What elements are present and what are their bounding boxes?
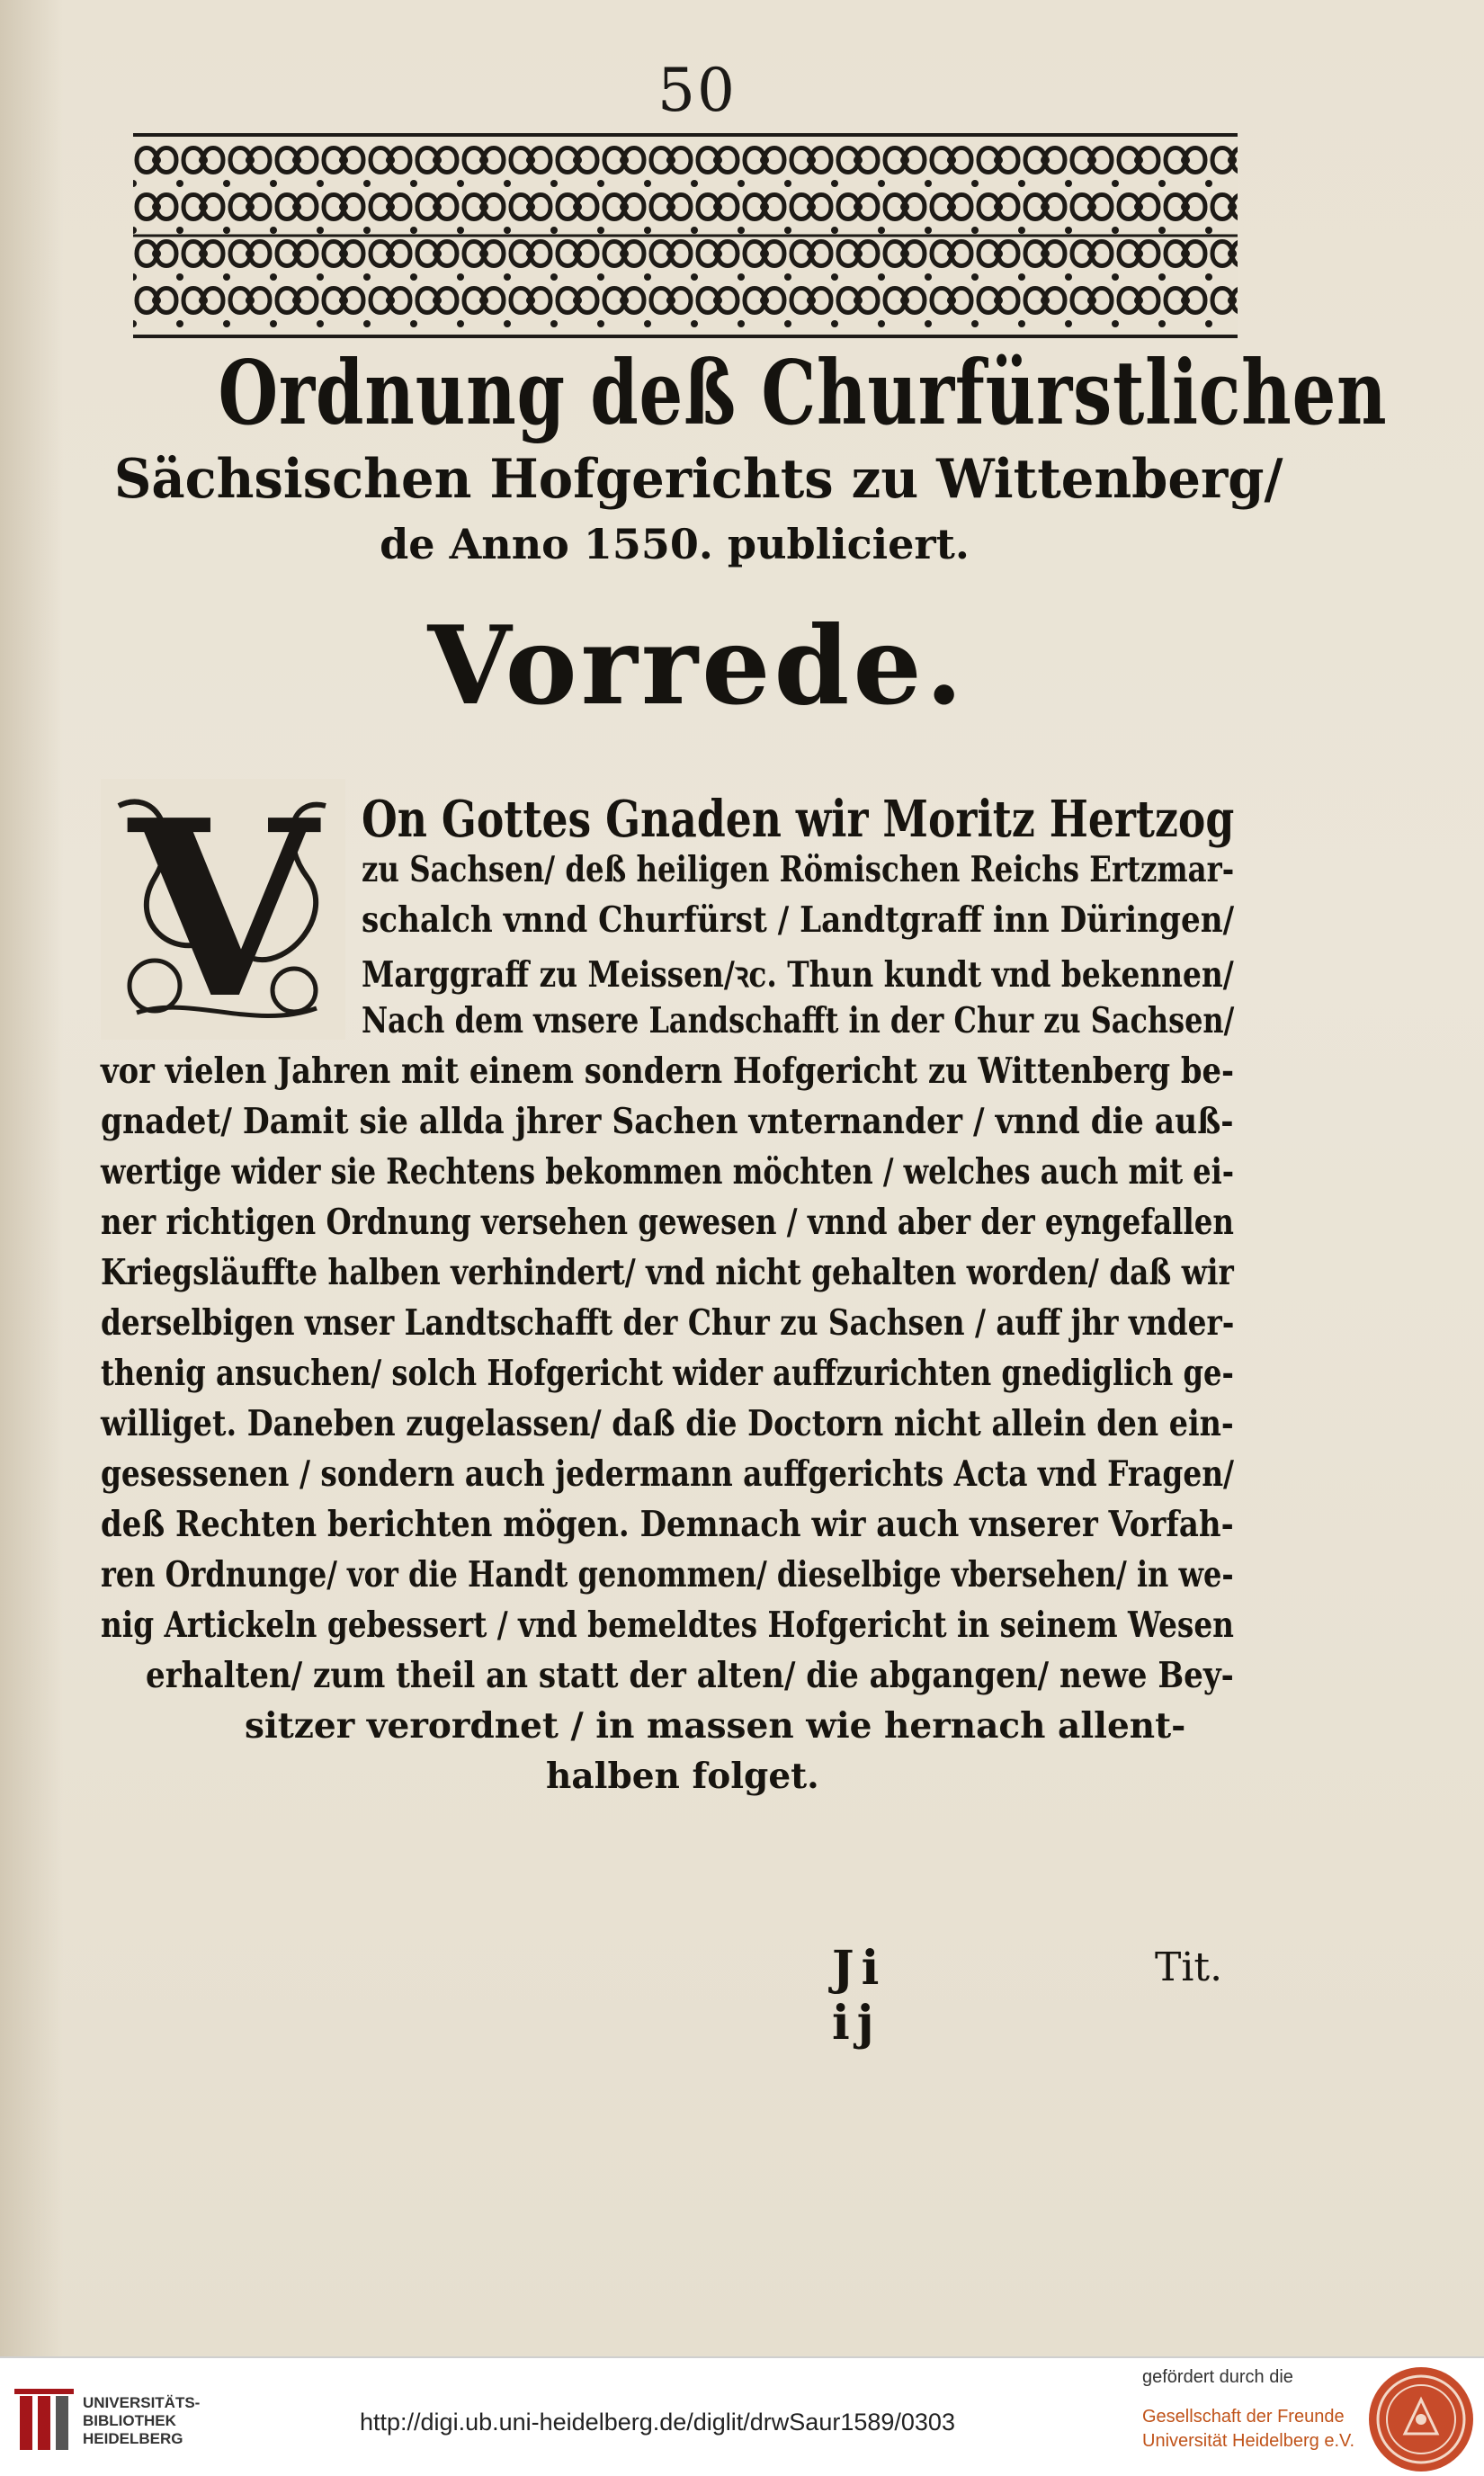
initial-letter: V [129,766,317,1052]
title-line-1: Ordnung deß Churfürstlichen [218,342,1388,445]
society-name[interactable] [1142,2405,1367,2454]
university-seal-icon [1365,2364,1477,2475]
section-heading: Vorrede. [427,603,967,729]
viewer-footer [0,2356,1484,2476]
title-line-3: de Anno 1550. publiciert. [380,520,970,568]
ornament-pattern [133,137,1238,335]
title-line-2: Sächsischen Hofgerichts zu Wittenberg/ [113,448,1283,511]
decorated-initial [101,766,345,1052]
text-line: derselbigen vnser Landtschafft der Chur zu Sachsen / auff jhr vnder- [101,1302,1235,1344]
text-line: thenig ansuchen/ solch Hofgericht wider auffzurichten gnediglich ge- [101,1353,1234,1394]
text-line: Kriegsläuffte halben verhindert/ vnd nicht gehalten worden/ daß wir [101,1252,1234,1293]
text-line: schalch vnnd Churfürst / Landtgraff inn Düringen/ [362,899,1235,941]
text-line: gesessenen / sondern auch jedermann auffgerichts Acta vnd Fragen/ [101,1453,1235,1495]
text-line: ren Ordnunge/ vor die Handt genommen/ dieselbige vbersehen/ in we- [101,1554,1234,1596]
text-line: halben folget. [546,1756,819,1797]
society-name-line: Universität Heidelberg e.V. [1142,2431,1355,2451]
permalink-url[interactable]: http://digi.ub.uni-heidelberg.de/diglit/drwSaur1589/0303 [360,2409,955,2436]
signature-mark: Ji ij [832,1941,887,2051]
text-line: gnadet/ Damit sie allda jhrer Sachen vnternander / vnnd die auß- [101,1101,1234,1142]
text-line: sitzer verordnet / in massen wie hernach allent- [245,1705,1186,1747]
text-line: On Gottes Gnaden wir Moritz Hertzog [362,790,1235,849]
text-line: nig Artickeln gebessert / vnd bemeldtes Hofgericht in seinem Wesen [101,1604,1234,1646]
library-name-line: UNIVERSITÄTS- [83,2394,201,2411]
text-line: zu Sachsen/ deß heiligen Römischen Reichs Ertzmar- [362,849,1235,890]
text-line: williget. Daneben zugelassen/ daß die Doctorn nicht allein den ein- [101,1403,1234,1444]
text-line: Marggraff zu Meissen/ꝛc. Thun kundt vnd bekennen/ [362,954,1234,996]
library-name-line: BIBLIOTHEK [83,2412,176,2429]
text-line: wertige wider sie Rechtens bekommen möchten / welches auch mit ei- [101,1151,1235,1193]
decorative-ornament-band [133,133,1238,338]
support-label: gefördert durch die [1142,2367,1293,2387]
text-line: ner richtigen Ordnung versehen gewesen / vnnd aber der eyngefallen [101,1202,1234,1243]
text-line: Nach dem vnsere Landschafft in der Chur zu Sachsen/ [362,1000,1235,1041]
library-name [83,2394,218,2448]
text-line: vor vielen Jahren mit einem sondern Hofgericht zu Wittenberg be- [101,1050,1234,1092]
text-line: deß Rechten berichten mögen. Demnach wir auch vnserer Vorfah- [101,1504,1234,1545]
library-name-line: HEIDELBERG [83,2430,183,2447]
university-library-logo-icon [14,2389,77,2455]
page-number: 50 [657,56,737,125]
text-line: erhalten/ zum theil an statt der alten/ die abgangen/ newe Bey- [146,1655,1234,1696]
catchword: Tit. [1155,1944,1223,1990]
society-name-line: Gesellschaft der Freunde [1142,2407,1345,2427]
